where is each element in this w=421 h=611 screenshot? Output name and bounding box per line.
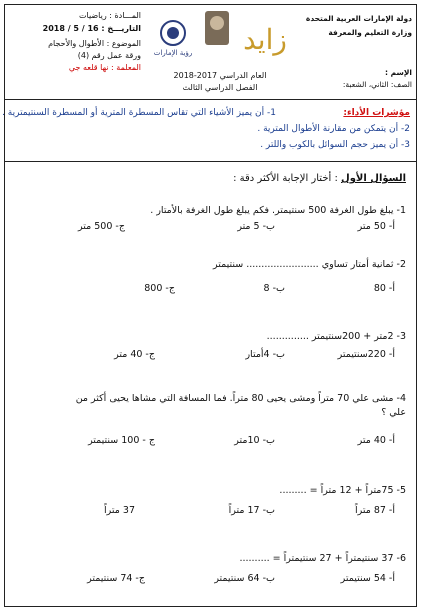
option-c[interactable]: ج- 500 متر bbox=[78, 221, 125, 232]
question-6: 6- 37 سنتيمتراً + 27 سنتيمتراً = .......... bbox=[239, 553, 406, 564]
section-title bbox=[233, 173, 406, 184]
section-instruction: : أختار الإجابة الأكثر دقة : bbox=[233, 173, 338, 184]
worksheet bbox=[4, 4, 417, 607]
zayed-logo bbox=[203, 9, 293, 67]
indicators-label: مؤشرات الأداء: bbox=[343, 108, 410, 118]
indicator-3: 3- أن يميز حجم السوائل بالكوب واللتر . bbox=[260, 140, 410, 150]
option-a[interactable]: أ- 54 سنتيمتر bbox=[340, 573, 395, 584]
section-heading: السؤال الأول bbox=[341, 173, 406, 184]
indicator-1: 1- أن يميز الأشياء التي تقاس المسطرة المترية أو المسطرة السنتيمترية . bbox=[2, 108, 276, 118]
option-b[interactable]: ب- 10متر bbox=[234, 435, 275, 446]
logo-text: زايد bbox=[243, 23, 287, 56]
teacher: المعلمة : نها قلعه جي bbox=[68, 63, 141, 72]
option-a[interactable]: أ- 40 متر bbox=[357, 435, 395, 446]
worksheet-number: ورقة عمل رقم (4) bbox=[77, 51, 141, 60]
option-c[interactable]: 37 متراً bbox=[104, 505, 135, 516]
question-5: 5- 75متراً + 12 متراً = ......... bbox=[279, 485, 406, 496]
option-c[interactable]: ج- 40 متر bbox=[114, 349, 155, 360]
name-label: الإسم : bbox=[384, 68, 412, 77]
options-1 bbox=[5, 221, 405, 235]
question-3: 3- 2متر + 200سنتيمتر .............. bbox=[266, 331, 406, 342]
question-4: 4- مشى علي 70 متراً ومشى يحيى 80 متراً. فما المسافة التي مشاها يحيى أكثر من bbox=[75, 393, 406, 404]
option-b[interactable]: ب- 5 متر bbox=[237, 221, 275, 232]
option-b[interactable]: ب- 4أمتار bbox=[245, 349, 285, 360]
header bbox=[5, 5, 416, 100]
topic: الموضوع : الأطوال والأحجام bbox=[48, 39, 141, 48]
question-1: 1- يبلغ طول الغرفة 500 سنتيمتر. فكم يبلغ طول الغرفة بالأمتار . bbox=[150, 205, 406, 216]
options-4 bbox=[5, 435, 405, 449]
options-2 bbox=[5, 283, 405, 297]
class-label: الصف: الثاني، الشعبة: bbox=[342, 80, 412, 89]
option-a[interactable]: أ- 220سنتيمتر bbox=[337, 349, 395, 360]
date: التاريـــخ : 16 / 5 / 2018 bbox=[42, 24, 141, 33]
question-4-continued: علي ؟ bbox=[381, 407, 406, 418]
academic-year: العام الدراسي 2017-2018 bbox=[173, 71, 267, 80]
term: الفصل الدراسي الثالث bbox=[182, 83, 258, 92]
option-c[interactable]: ج- 800 bbox=[144, 283, 175, 294]
option-a[interactable]: أ- 80 bbox=[373, 283, 395, 294]
vision-logo bbox=[143, 15, 203, 65]
country-name: دولة الإمارات العربية المتحدة bbox=[305, 14, 412, 23]
ministry-name: وزارة التعليم والمعرفة bbox=[328, 28, 412, 37]
options-5 bbox=[5, 505, 405, 519]
options-6 bbox=[5, 573, 405, 587]
option-c[interactable]: ج - 100 سنتيمتر bbox=[88, 435, 155, 446]
option-a[interactable]: أ- 50 متر bbox=[357, 221, 395, 232]
performance-indicators bbox=[2, 100, 416, 162]
option-c[interactable]: ج- 74 سنتيمتر bbox=[87, 573, 145, 584]
options-3 bbox=[5, 349, 405, 363]
option-b[interactable]: ب- 64 سنتيمتر bbox=[214, 573, 275, 584]
logo2-text: رؤية الإمارات bbox=[153, 49, 193, 57]
question-2: 2- ثمانية أمتار تساوي ........................ سنتيمتر bbox=[213, 259, 406, 270]
option-b[interactable]: ب- 8 bbox=[263, 283, 285, 294]
indicator-2: 2- أن يتمكن من مقارنة الأطوال المترية . bbox=[257, 124, 410, 134]
option-a[interactable]: أ- 87 متراً bbox=[354, 505, 395, 516]
option-b[interactable]: ب- 17 متراً bbox=[228, 505, 275, 516]
subject: المـــادة : رياضيات bbox=[79, 11, 141, 20]
